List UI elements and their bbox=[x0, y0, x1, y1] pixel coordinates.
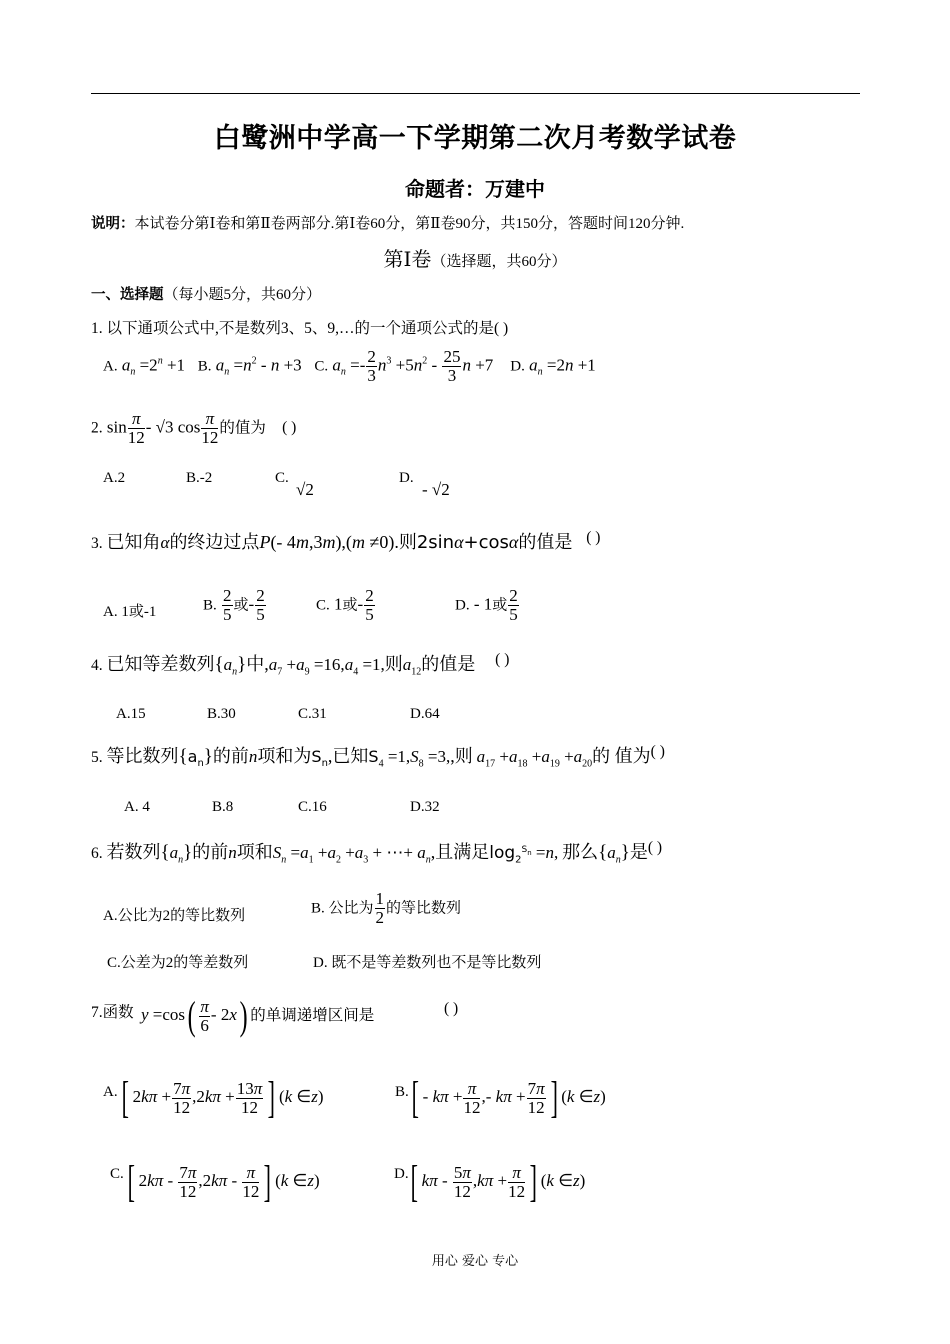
q7-num: 7.函数 bbox=[91, 1004, 134, 1021]
q3-text-c: .则 bbox=[394, 532, 417, 552]
q1-options: A. $a_n =2^n +1$ B. $a_n =n^2 - n +3$ C. $a_n$ =- $\frac{2}{3}$ $n^3 +5n^2$ - $\frac{25}{3}$ n +7 D. $a_n =2n +1$ bbox=[103, 347, 596, 385]
q2-stem-end: 的值为 bbox=[219, 419, 266, 437]
page-footer: 用心 爱心 专心 bbox=[431, 1254, 519, 1269]
q5-num: 5. bbox=[91, 749, 103, 766]
q2-paren: ( ) bbox=[282, 419, 297, 437]
q6-option-b-row: B. 公比为 $\frac{1}{2}$ 的等比数列 bbox=[311, 889, 462, 927]
q7-option-a: A. bbox=[103, 1084, 118, 1100]
q6-text-d: ,且满足 bbox=[430, 842, 490, 862]
q5-option-d: D.32 bbox=[410, 799, 440, 815]
q6-text-b: 的前 bbox=[192, 842, 229, 862]
q5-text-d: ,已知 bbox=[327, 746, 369, 766]
q6-text-c: 项和 bbox=[236, 842, 273, 862]
q5-text-b: 的前 bbox=[212, 746, 249, 766]
q6-num: 6. bbox=[91, 845, 103, 862]
q2-stem: 2. sin $\frac{\pi}{12}$ - √3 cos $\frac{\pi}{12}$ 的值为 ( ) bbox=[91, 409, 297, 447]
q3-option-c-row: C. 1或- $\frac{2}{5}$ bbox=[316, 586, 374, 624]
q7-option-d: D. bbox=[394, 1166, 409, 1182]
q3-option-c: C. bbox=[316, 597, 330, 614]
q3-stem: 3. 已知角α的终边过点P(- 4m,3m),(m ≠0).则2sinα+cosα的值是 ( ) bbox=[91, 529, 601, 553]
q6-option-b-end: 的等比数列 bbox=[386, 900, 462, 917]
q4-option-d: D.64 bbox=[410, 706, 440, 722]
q6-option-b: B. 公比为 bbox=[311, 900, 374, 917]
q2-option-d-value: - √2 bbox=[422, 480, 450, 499]
q5-paren: ( ) bbox=[650, 743, 665, 760]
exam-note bbox=[91, 212, 684, 233]
q4-text-a: 已知等差数列 bbox=[106, 654, 215, 674]
q7-option-c-value: [ 2kπ - $\frac{7\pi}{12}$ ,2kπ - $\frac{\pi}{12}$ ] (k ∈z) bbox=[127, 1157, 320, 1206]
q3-text-a: 已知角 bbox=[106, 532, 161, 552]
q6-stem: 6. 若数列$\{a_n\}$的前n项和$S_n =a_1 +a_2 +a_3$ + ⋯+ $a_n$,且满足$\log_2^{S_n} =n$, 那么$\{a_n\}$是( ) bbox=[91, 839, 663, 866]
part-title: 第Ⅰ卷 bbox=[383, 249, 432, 271]
q5-text-f: 的 值为 bbox=[592, 746, 651, 766]
q6-text-e: 那么 bbox=[562, 842, 599, 862]
part-heading bbox=[0, 243, 950, 272]
q3-option-d: D. bbox=[455, 597, 470, 614]
q7-function: y =cos( $\frac{\pi}{6}$ - 2x) 的单调递增区间是 bbox=[141, 993, 375, 1038]
q4-paren: ( ) bbox=[495, 651, 510, 668]
q3-num: 3. bbox=[91, 535, 103, 552]
q3-paren: ( ) bbox=[586, 529, 601, 546]
q3-option-d-row: D. - 1或 $\frac{2}{5}$ bbox=[455, 586, 518, 624]
section-heading bbox=[91, 283, 321, 304]
q7-paren: ( ) bbox=[444, 1000, 459, 1017]
q6-option-c: C.公差为2的等差数列 bbox=[107, 955, 249, 971]
q3-text-b: 的终边过点 bbox=[169, 532, 260, 552]
q3-option-a: A. 1或-1 bbox=[103, 604, 157, 620]
q4-num: 4. bbox=[91, 657, 103, 674]
q4-text-b: 中, bbox=[246, 654, 269, 674]
q6-option-a: A.公比为2的等比数列 bbox=[103, 908, 246, 924]
q4-text-d: 的值是 bbox=[421, 654, 476, 674]
q4-text-c: 则 bbox=[384, 654, 403, 674]
q5-text-a: 等比数列 bbox=[106, 746, 179, 766]
author-line: 命题者：万建中 bbox=[405, 177, 545, 201]
q2-option-d: D. bbox=[399, 470, 414, 486]
q7-option-b-value: [ - kπ + $\frac{\pi}{12}$ ,- kπ + $\frac{7\pi}{12}$ ] (k ∈z) bbox=[411, 1073, 606, 1122]
q6-option-d: D. 既不是等差数列也不是等比数列 bbox=[313, 955, 542, 971]
q4-option-c: C.31 bbox=[298, 706, 327, 722]
q7-option-a-value: [ 2kπ + $\frac{7\pi}{12}$ ,2kπ + $\frac{13\pi}{12}$ ] (k ∈z) bbox=[121, 1073, 324, 1122]
q2-option-a: A.2 bbox=[103, 470, 126, 486]
q4-option-a: A.15 bbox=[116, 706, 146, 722]
q3-text-d: 的值是 bbox=[518, 532, 573, 552]
q5-stem: 5. 等比数列$\{a_n\}$的前n项和为$S_n$,已知$S_4 =1,S_8 =3$,,则 $a_{17} +a_{18} +a_{19} +a_{20}$的 值为( ) bbox=[91, 743, 665, 770]
q2-option-b: B.-2 bbox=[186, 470, 213, 486]
q2-option-c: C. bbox=[275, 470, 289, 486]
top-rule bbox=[91, 93, 860, 94]
q7-option-c: C. bbox=[110, 1166, 124, 1182]
q5-text-c: 项和为 bbox=[257, 746, 312, 766]
q2-option-c-value: √2 bbox=[296, 480, 314, 499]
q7-option-b: B. bbox=[395, 1084, 409, 1100]
section-label: 一、选择题 bbox=[91, 287, 164, 303]
q6-text-a: 若数列 bbox=[106, 842, 161, 862]
section-sub: （每小题5分，共60分） bbox=[163, 287, 322, 303]
part-sub: （选择题，共60分） bbox=[431, 254, 567, 270]
q5-option-a: A. 4 bbox=[124, 799, 150, 815]
q6-paren: ( ) bbox=[647, 839, 663, 856]
q5-text-e: ,则 bbox=[450, 746, 473, 766]
q3-option-b: B. bbox=[203, 597, 217, 614]
q3-option-b-row: B. $\frac{2}{5}$ 或- $\frac{2}{5}$ bbox=[203, 586, 265, 624]
q5-option-b: B.8 bbox=[212, 799, 234, 815]
q5-option-c: C.16 bbox=[298, 799, 327, 815]
q7-option-d-value: [ kπ - $\frac{5\pi}{12}$ ,kπ + $\frac{\pi}{12}$ ] (k ∈z) bbox=[410, 1157, 586, 1206]
q6-text-f: 是 bbox=[629, 842, 648, 862]
exam-title: 白鹭洲中学高一下学期第二次月考数学试卷 bbox=[213, 123, 737, 154]
q4-stem: 4. 已知等差数列$\{a_n\}$中$,a_7 +a_9 =16,a_4 =1$,则$a_{12}$的值是 ( ) bbox=[91, 651, 510, 678]
q7-stem-end: 的单调递增区间是 bbox=[250, 1006, 375, 1024]
q1-stem: 1. 以下通项公式中,不是数列3、5、9,…的一个通项公式的是( ) bbox=[91, 320, 509, 337]
q4-option-b: B.30 bbox=[207, 706, 236, 722]
note-label: 说明： bbox=[91, 216, 135, 232]
note-text: 本试卷分第Ⅰ卷和第Ⅱ卷两部分.第Ⅰ卷60分，第Ⅱ卷90分，共150分，答题时间120分钟. bbox=[134, 216, 685, 232]
